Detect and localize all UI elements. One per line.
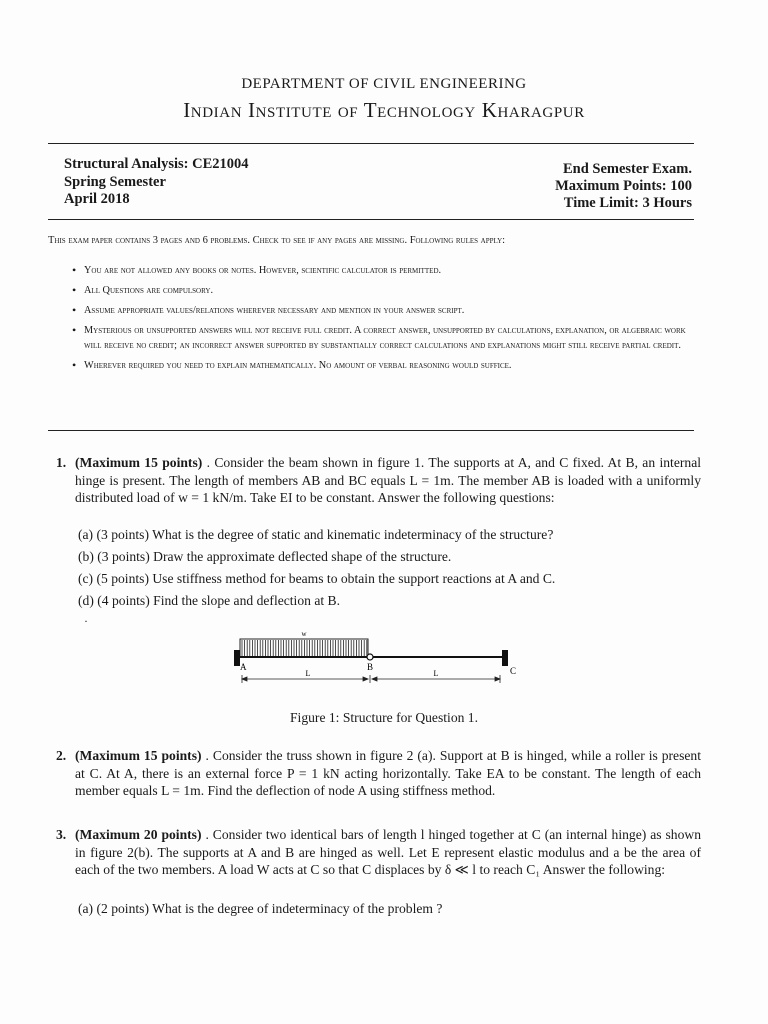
rule-item: • Mysterious or unsupported answers will not receive full credit. A correct answer, unsupported by calculations, explanation, or algebraic work will receive no credit; an incorrect answer supported by substantially correct calculations and explanations might still receive partial credit. bbox=[72, 323, 700, 353]
exam-date: April 2018 bbox=[64, 191, 130, 207]
rules-list bbox=[72, 263, 700, 378]
question-1-part-d: (d) (4 points) Find the slope and deflection at B. bbox=[78, 593, 341, 608]
question-number: 1. bbox=[56, 455, 67, 470]
course-title: Structural Analysis: CE21004 bbox=[64, 156, 249, 172]
institute-name: Indian Institute of Technology Kharagpur bbox=[183, 98, 585, 122]
exam-type: End Semester Exam. bbox=[562, 161, 692, 177]
figure-caption: Figure 1: Structure for Question 1. bbox=[289, 710, 479, 725]
load-label: w bbox=[301, 630, 307, 638]
time-limit: Time Limit: 3 Hours bbox=[563, 195, 692, 211]
question-1-part-c: (c) (5 points) Use stiffness method for beams to obtain the support reactions at A and C. bbox=[78, 571, 556, 586]
beam-figure bbox=[228, 628, 524, 690]
fixed-support-c bbox=[502, 650, 508, 666]
department-name: DEPARTMENT OF CIVIL ENGINEERING bbox=[241, 76, 527, 92]
question-number: 3. bbox=[56, 827, 67, 842]
rules-intro: This exam paper contains 3 pages and 6 problems. Check to see if any pages are missing. Following rules apply: bbox=[48, 235, 506, 246]
label-l2: L bbox=[433, 669, 439, 678]
question-points: (Maximum 15 points) bbox=[75, 455, 203, 470]
divider bbox=[48, 219, 694, 220]
distributed-load bbox=[240, 639, 368, 657]
internal-hinge-b bbox=[367, 654, 373, 660]
question-1 bbox=[56, 454, 701, 507]
question-points: (Maximum 20 points) bbox=[75, 827, 202, 842]
rule-item: • Wherever required you need to explain mathematically. No amount of verbal reasoning would suffice. bbox=[72, 358, 700, 373]
question-1-part-a: (a) (3 points) What is the degree of static and kinematic indeterminacy of the structure? bbox=[78, 527, 554, 542]
label-c: C bbox=[510, 666, 517, 676]
max-points: Maximum Points: 100 bbox=[555, 178, 692, 194]
label-a: A bbox=[240, 662, 247, 672]
rule-item: • Assume appropriate values/relations wherever necessary and mention in your answer script. bbox=[72, 303, 700, 318]
label-l1: L bbox=[305, 669, 311, 678]
question-3-part-a: (a) (2 points) What is the degree of indeterminacy of the problem ? bbox=[78, 901, 443, 916]
rule-item: • You are not allowed any books or notes. However, scientific calculator is permitted. bbox=[72, 263, 700, 278]
question-points: (Maximum 15 points) bbox=[75, 748, 202, 763]
dimension-lines bbox=[242, 675, 500, 683]
question-1-part-b: (b) (3 points) Draw the approximate deflected shape of the structure. bbox=[78, 549, 452, 564]
question-number: 2. bbox=[56, 748, 67, 763]
question-2 bbox=[56, 747, 701, 800]
divider bbox=[48, 143, 694, 144]
label-b: B bbox=[367, 662, 374, 672]
rule-item: • All Questions are compulsory. bbox=[72, 283, 700, 298]
semester: Spring Semester bbox=[64, 174, 166, 190]
divider bbox=[48, 430, 694, 431]
question-text: . Consider the beam shown in figure 1. The supports at A, and C fixed. At B, an internal hinge is present. The length of members AB and BC equals L = 1m. The member AB is loaded with a uniformly distributed load of w = 1 kN/m. Take EI to be constant. Answer the following questions: bbox=[75, 455, 702, 505]
question-text: . Consider two identical bars of length l hinged together at C (an internal hinge) as shown in figure 2(b). The supports at A and B are hinged as well. Let E represent elastic modulus and a be the area of each of the two members. A load W acts at C so that C displaces by δ ≪ l to reach C₁ Answer the following: bbox=[75, 827, 701, 877]
question-3 bbox=[56, 826, 701, 879]
stray-mark: · bbox=[84, 614, 88, 628]
question-text: . Consider the truss shown in figure 2 (a). Support at B is hinged, while a roller is present at C. At A, there is an external force P = 1 kN acting horizontally. Take EA to be constant. The length of each member equals L = 1m. Find the deflection of node A using stiffness method. bbox=[75, 748, 701, 798]
